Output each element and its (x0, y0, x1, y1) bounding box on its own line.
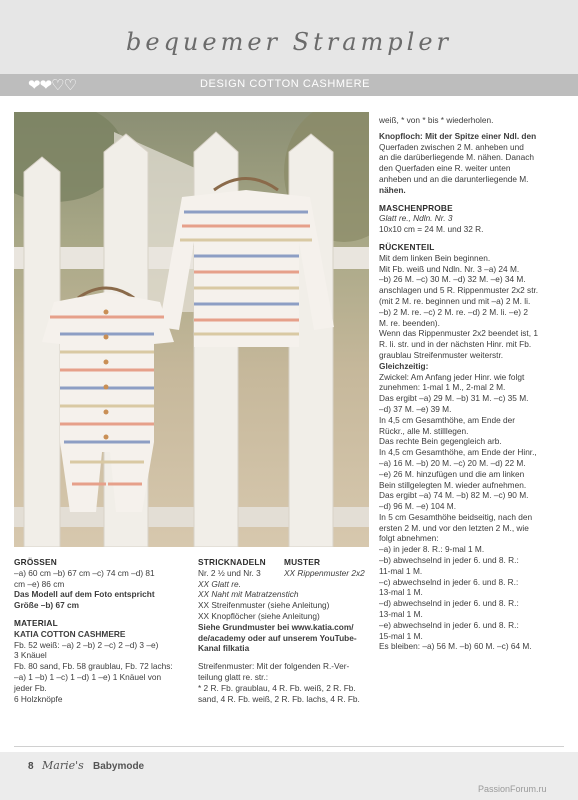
instruction-line: 13-mal 1 M. (379, 587, 423, 598)
material-line: Fb. 80 sand, Fb. 58 graublau, Fb. 72 lachs: (14, 661, 173, 672)
instruction-line: –e) 26 M. hinzufügen und die am linken (379, 468, 525, 479)
gauge-line: 10x10 cm = 24 M. und 32 R. (379, 224, 484, 235)
instruction-line: In 5 cm Gesamthöhe beidseitig, nach den (379, 511, 533, 522)
pattern-line: XX Rippenmuster 2x2 (284, 567, 365, 578)
instruction-line: –b) abwechselnd in jeder 6. und 8. R.: (379, 555, 519, 566)
instruction-line: Mit dem linken Bein beginnen. (379, 252, 491, 263)
instruction-line: Mit Fb. weiß und Ndln. Nr. 3 –a) 24 M. (379, 263, 520, 274)
instruction-line: Zwickel: Am Anfang jeder Hinr. wie folgt (379, 371, 525, 382)
stripe-line: sand, 4 R. Fb. weiß, 2 R. Fb. lachs, 4 R. Fb. (198, 693, 360, 704)
material-line: Fb. 52 weiß: –a) 2 –b) 2 –c) 2 –d) 3 –e) (14, 639, 159, 650)
instruction-line: (mit 2 M. re. beginnen und mit –a) 2 M. li. (379, 295, 531, 306)
instruction-line: –c) abwechselnd in jeder 6. und 8. R.: (379, 576, 519, 587)
product-photo (14, 112, 369, 547)
buttonhole-line: nähen. (379, 184, 406, 195)
stripe-line: * 2 R. Fb. graublau, 4 R. Fb. weiß, 2 R. Fb. (198, 682, 356, 693)
instruction-line: –a) 16 M. –b) 20 M. –c) 20 M. –d) 22 M. (379, 457, 526, 468)
instruction-line: R. li. str. und in der nächsten Hinr. mit Fb. (379, 339, 532, 350)
back-piece-heading: RÜCKENTEIL (379, 241, 435, 252)
stripe-line: Streifenmuster: Mit der folgenden R.-Ver- (198, 661, 350, 672)
material-line: –a) 1 –b) 1 –c) 1 –d) 1 –e) 1 Knäuel von (14, 671, 162, 682)
column-sizes-material (14, 557, 192, 704)
instruction-line: ersten 2 M. und vor den letzten 2 M., wie (379, 522, 529, 533)
buttonhole-line: den Querfaden eine R. weiter unten (379, 163, 511, 174)
column-instructions (379, 115, 553, 652)
instruction-line: M. re. beenden). (379, 317, 440, 328)
material-heading: MATERIAL (14, 617, 58, 628)
instruction-line: 15-mal 1 M. (379, 630, 423, 641)
design-label: DESIGN COTTON CASHMERE (200, 78, 371, 90)
material-line: jeder Fb. (14, 682, 47, 693)
text-line: weiß, * von * bis * wiederholen. (379, 115, 494, 125)
pattern-line: XX Knopflöcher (siehe Anleitung) (198, 610, 320, 621)
instruction-line: –e) abwechselnd in jeder 6. und 8. R.: (379, 619, 519, 630)
magazine-brand-bold: Babymode (93, 761, 145, 772)
instruction-line: graublau Streifenmuster weiterstr. (379, 349, 504, 360)
instruction-line: 11-mal 1 M. (379, 565, 423, 576)
model-note: Größe –b) 67 cm (14, 600, 80, 611)
instruction-line: –d) 96 M. –e) 104 M. (379, 501, 457, 512)
instruction-line: Das ergibt –a) 29 M. –b) 31 M. –c) 35 M. (379, 393, 529, 404)
material-line: 3 Knäuel (14, 650, 47, 661)
model-note: Das Modell auf dem Foto entspricht (14, 589, 155, 600)
difficulty-hearts-icon: ❤❤♡♡ (28, 77, 77, 94)
sizes-line: cm –e) 86 cm (14, 578, 65, 589)
instruction-line: –b) 26 M. –c) 30 M. –d) 32 M. –e) 34 M. (379, 274, 526, 285)
page-title: bequemer Strampler (126, 28, 452, 56)
buttonhole-line: Knopfloch: Mit der Spitze einer Ndl. den (379, 130, 537, 141)
instruction-line: Rückr., alle M. stilllegen. (379, 425, 469, 436)
page-number: 8 (28, 761, 34, 772)
gauge-heading: MASCHENPROBE (379, 202, 453, 213)
pattern-heading: MUSTER (284, 557, 321, 567)
website-note: Siehe Grundmuster bei www.katia.com/ (198, 621, 354, 632)
sizes-heading: GRÖSSEN (14, 557, 57, 567)
pattern-line: XX Streifenmuster (siehe Anleitung) (198, 600, 330, 611)
material-line: 6 Holzknöpfe (14, 693, 63, 704)
instruction-line: –b) 2 M. re. –c) 2 M. re. –d) 2 M. li. –e) 2 (379, 306, 528, 317)
buttonhole-line: Querfaden zwischen 2 M. anheben und (379, 141, 524, 152)
instruction-line: Das rechte Bein gegengleich arb. (379, 436, 502, 447)
watermark: PassionForum.ru (478, 784, 547, 794)
magazine-brand-script: Marie's (42, 759, 84, 772)
stripe-line: teilung glatt re. str.: (198, 671, 269, 682)
instruction-line: In 4,5 cm Gesamthöhe, am Ende der (379, 414, 516, 425)
instruction-line: Das ergibt –a) 74 M. –b) 82 M. –c) 90 M. (379, 490, 529, 501)
instruction-line: –d) 37 M. –e) 39 M. (379, 403, 452, 414)
pattern-line: XX Glatt re. (198, 578, 241, 589)
instruction-line: In 4,5 cm Gesamthöhe, am Ende der Hinr., (379, 447, 537, 458)
instruction-line: zunehmen: 1-mal 1 M., 2-mal 2 M. (379, 382, 506, 393)
instruction-line: anschlagen und 5 R. Rippenmuster 2x2 str. (379, 285, 539, 296)
pattern-line: XX Naht mit Matratzenstich (198, 589, 299, 600)
footer-divider (14, 746, 564, 747)
instruction-line: folgt abnehmen: (379, 533, 439, 544)
buttonhole-line: anheben und an die darunterliegende M. (379, 173, 529, 184)
column-needles-pattern (198, 557, 370, 704)
gauge-line: Glatt re., Ndln. Nr. 3 (379, 213, 453, 224)
instruction-line: 13-mal 1 M. (379, 609, 423, 620)
buttonhole-line: an die darüberliegende M. nähen. Danach (379, 152, 534, 163)
website-note: Kanal filkatia (198, 643, 250, 654)
instruction-line: Bein stillgelegten M. wieder aufnehmen. (379, 479, 527, 490)
yarn-name: KATIA COTTON CASHMERE (14, 628, 126, 639)
sizes-line: –a) 60 cm –b) 67 cm –c) 74 cm –d) 81 (14, 567, 155, 578)
website-note: de/academy oder auf unserem YouTube- (198, 632, 357, 643)
needles-heading: STRICKNADELN (198, 557, 266, 567)
needles-text: Nr. 2 ½ und Nr. 3 (198, 567, 261, 578)
instruction-line: –d) abwechselnd in jeder 6. und 8. R.: (379, 598, 519, 609)
instruction-line: Wenn das Rippenmuster 2x2 beendet ist, 1 (379, 328, 538, 339)
instruction-line: Es bleiben: –a) 56 M. –b) 60 M. –c) 64 M. (379, 641, 532, 652)
instruction-line: Gleichzeitig: (379, 360, 429, 371)
instruction-line: –a) in jeder 8. R.: 9-mal 1 M. (379, 544, 485, 555)
